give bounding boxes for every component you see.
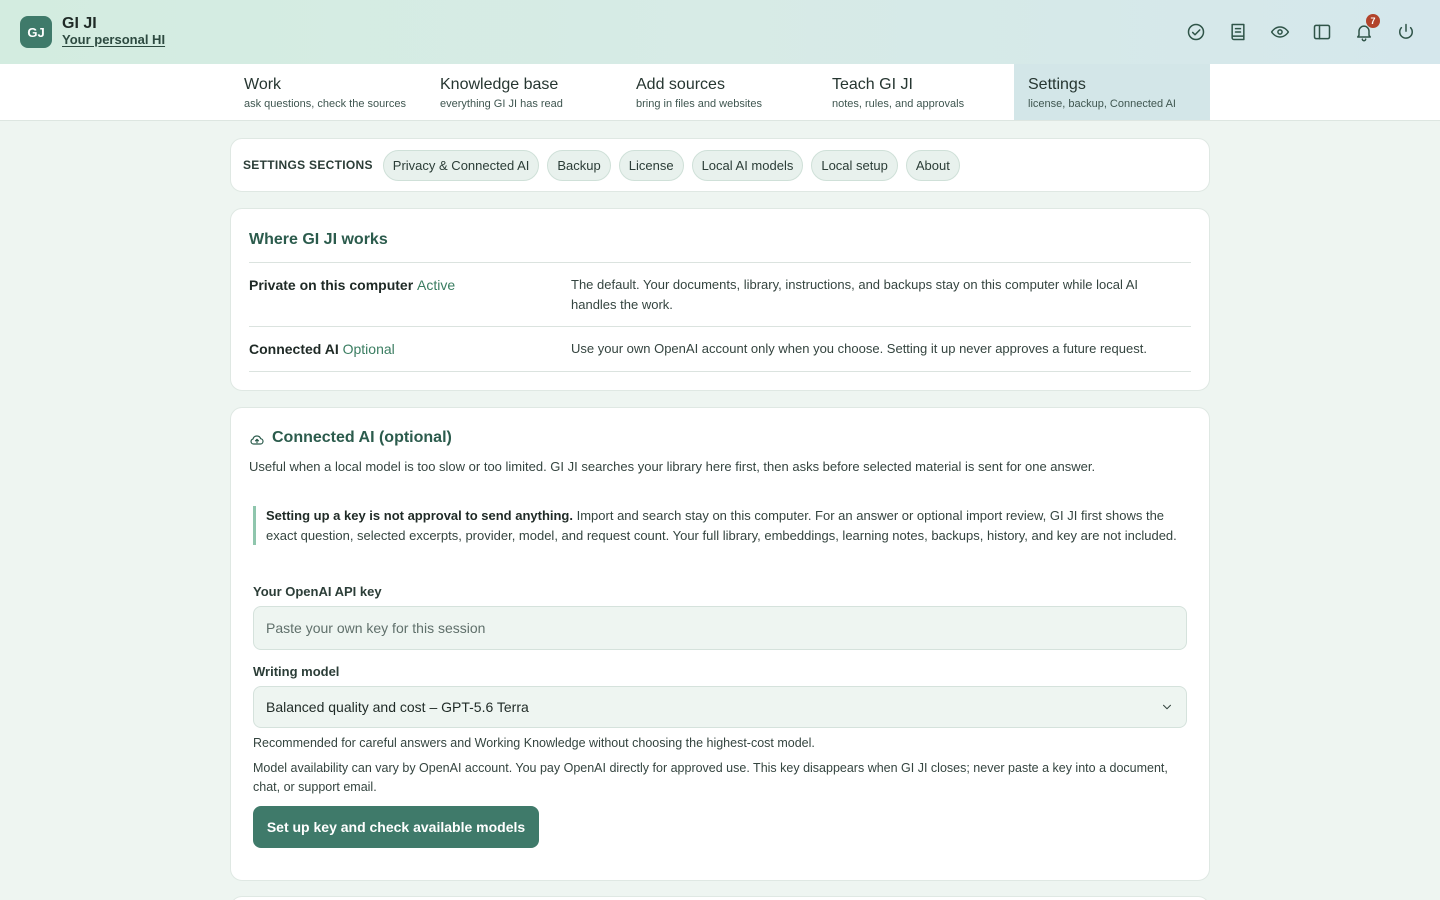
tab-add-sources[interactable] <box>622 64 818 120</box>
model-availability-hint: Model availability can vary by OpenAI account. You pay OpenAI directly for approved use. This key disappears when GI JI closes; never paste a key into a document, chat, or support email. <box>253 761 1168 794</box>
notification-badge: 7 <box>1366 14 1380 28</box>
main-nav <box>0 64 1440 121</box>
tab-subtitle: everything GI JI has read <box>440 98 563 110</box>
status-badge: Active <box>417 277 456 293</box>
status-badge: Optional <box>342 341 395 357</box>
where-works-title: Where GI JI works <box>249 231 388 248</box>
app-header <box>0 0 1440 64</box>
tab-label: Teach GI JI <box>832 76 913 93</box>
chevron-down-icon <box>1160 700 1174 714</box>
tab-subtitle: bring in files and websites <box>636 98 762 110</box>
tab-settings[interactable] <box>1014 64 1210 120</box>
selected-model: Balanced quality and cost – GPT-5.6 Terra <box>266 699 529 715</box>
settings-sections-bar <box>230 138 1210 192</box>
setup-key-button[interactable]: Set up key and check available models <box>253 806 539 848</box>
notice-heading: Setting up a key is not approval to send anything. <box>266 508 573 523</box>
sidebar-icon[interactable] <box>1310 18 1334 46</box>
section-chip-local-setup[interactable]: Local setup <box>811 150 898 181</box>
tab-subtitle: notes, rules, and approvals <box>832 98 965 110</box>
check-circle-icon[interactable] <box>1184 18 1208 46</box>
section-chip-privacy[interactable]: Privacy & Connected AI <box>383 150 540 181</box>
app-logo: GJ <box>20 16 52 48</box>
section-chip-local-models[interactable]: Local AI models <box>692 150 804 181</box>
tab-knowledge-base[interactable] <box>426 64 622 120</box>
tab-label: Add sources <box>636 76 725 93</box>
mode-name: Private on this computer <box>249 277 414 293</box>
section-chip-about[interactable]: About <box>906 150 960 181</box>
api-key-input[interactable] <box>253 606 1187 650</box>
divider <box>249 326 1191 327</box>
eye-icon[interactable] <box>1268 18 1292 46</box>
divider <box>249 371 1191 372</box>
cloud-upload-icon <box>249 432 265 448</box>
app-subtitle-link[interactable]: Your personal HI <box>62 32 166 47</box>
tab-label: Work <box>244 76 282 93</box>
power-icon[interactable] <box>1394 18 1418 46</box>
notebook-icon[interactable] <box>1226 18 1250 46</box>
connected-ai-title: Connected AI (optional) <box>272 429 452 446</box>
connected-ai-description: Useful when a local model is too slow or too limited. GI JI searches your library here first, then asks before selected material is sent for one answer. <box>249 459 1096 474</box>
section-chip-license[interactable]: License <box>619 150 684 181</box>
model-recommendation-hint: Recommended for careful answers and Working Knowledge without choosing the highest-cost model. <box>253 736 815 750</box>
row-label-private <box>249 277 455 293</box>
tab-work[interactable] <box>230 64 426 120</box>
row-desc-connected: Use your own OpenAI account only when you choose. Setting it up never approves a future request. <box>571 341 1147 356</box>
connected-ai-card <box>230 407 1210 881</box>
tab-subtitle: ask questions, check the sources <box>244 98 407 110</box>
row-desc-private: The default. Your documents, library, instructions, and backups stay on this computer while local AI handles the work. <box>571 277 1139 312</box>
settings-sections-title: SETTINGS SECTIONS <box>243 158 373 172</box>
notice-text: Import and search stay on this computer. For an answer or optional import review, GI JI first shows the exact question, selected excerpts, provider, model, and request count. Your full library, embeddings, learning notes, backups, history, and key are not included. <box>266 508 1177 543</box>
tab-teach[interactable] <box>818 64 1014 120</box>
api-key-label: Your OpenAI API key <box>253 584 382 599</box>
next-card-edge <box>230 896 1210 900</box>
header-toolbar <box>1184 18 1418 46</box>
row-label-connected <box>249 341 395 357</box>
key-notice <box>253 506 1183 545</box>
writing-model-select[interactable] <box>253 686 1187 728</box>
writing-model-label: Writing model <box>253 664 340 679</box>
where-works-card <box>230 208 1210 391</box>
app-title: GI JI <box>62 15 97 32</box>
tab-subtitle: license, backup, Connected AI <box>1028 98 1176 110</box>
section-chip-backup[interactable]: Backup <box>547 150 610 181</box>
tab-label: Settings <box>1028 76 1086 93</box>
mode-name: Connected AI <box>249 341 339 357</box>
tab-label: Knowledge base <box>440 76 559 93</box>
bell-icon[interactable] <box>1352 18 1376 46</box>
divider <box>249 262 1191 263</box>
